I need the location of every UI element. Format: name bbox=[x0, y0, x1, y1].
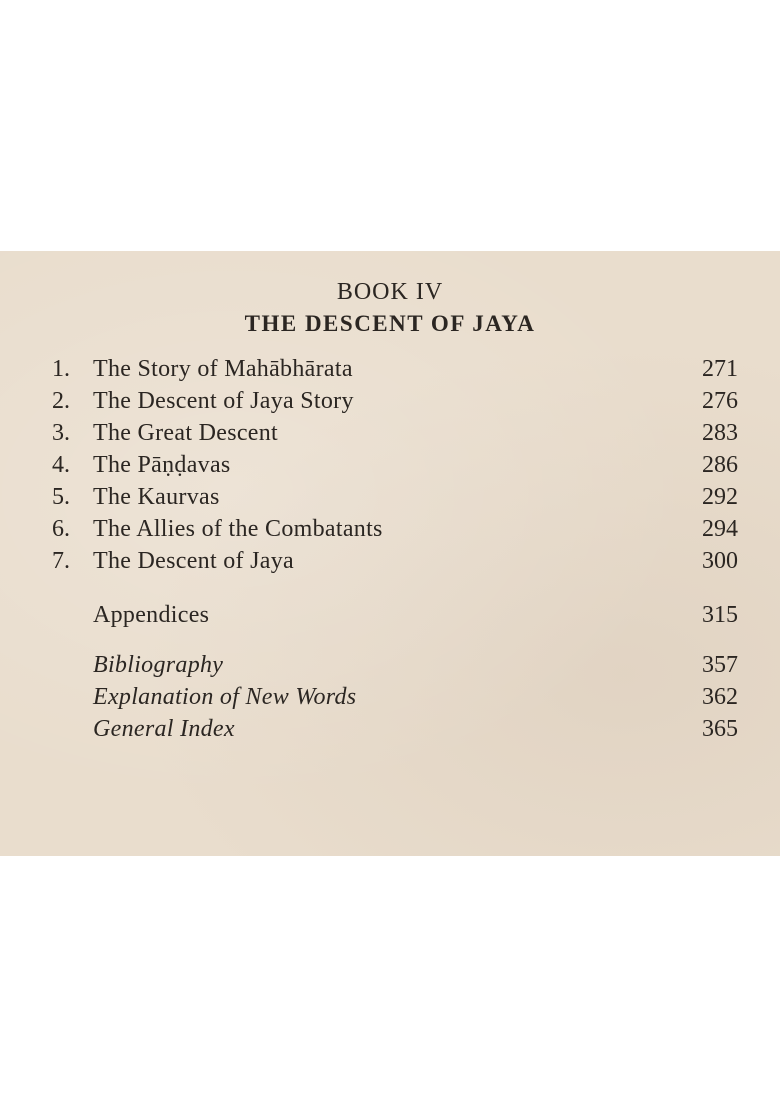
book-title: THE DESCENT OF JAYA bbox=[244, 311, 536, 336]
chapter-title: The Story of Mahābhārata bbox=[93, 356, 353, 382]
toc-row-chapter-4 bbox=[0, 449, 780, 481]
page-number: 300 bbox=[702, 548, 738, 574]
chapter-title: The Descent of Jaya bbox=[93, 548, 294, 574]
book-label: BOOK IV bbox=[336, 279, 444, 305]
chapter-number: 5. bbox=[52, 484, 70, 510]
toc-row-chapter-5 bbox=[0, 481, 780, 513]
page-number: 271 bbox=[702, 356, 738, 382]
chapter-number: 7. bbox=[52, 548, 70, 574]
chapter-number: 4. bbox=[52, 452, 70, 478]
chapter-number: 1. bbox=[52, 356, 70, 382]
chapter-number: 3. bbox=[52, 420, 70, 446]
toc-row-chapter-6 bbox=[0, 513, 780, 545]
back-matter-title: Explanation of New Words bbox=[93, 684, 357, 710]
page-number: 362 bbox=[702, 684, 738, 710]
chapter-title: The Kaurvas bbox=[93, 484, 220, 510]
chapter-title: The Allies of the Combatants bbox=[93, 516, 383, 542]
chapter-title: The Great Descent bbox=[93, 420, 279, 446]
toc-row-chapter-3 bbox=[0, 417, 780, 449]
page-number: 315 bbox=[702, 602, 738, 628]
page-number: 294 bbox=[702, 516, 738, 542]
chapter-title: The Descent of Jaya Story bbox=[93, 388, 354, 414]
chapter-number: 2. bbox=[52, 388, 70, 414]
back-matter-title: General Index bbox=[93, 716, 235, 742]
appendices-title: Appendices bbox=[93, 602, 210, 628]
book-page bbox=[0, 251, 780, 856]
page-number: 276 bbox=[702, 388, 738, 414]
page-number: 286 bbox=[702, 452, 738, 478]
toc-row-explanation-of-new-words bbox=[0, 681, 780, 713]
page-number: 292 bbox=[702, 484, 738, 510]
page-number: 357 bbox=[702, 652, 738, 678]
chapter-number: 6. bbox=[52, 516, 70, 542]
back-matter-title: Bibliography bbox=[93, 652, 224, 678]
toc-row-chapter-2 bbox=[0, 385, 780, 417]
toc-row-appendices bbox=[0, 599, 780, 631]
page-number: 283 bbox=[702, 420, 738, 446]
page-number: 365 bbox=[702, 716, 738, 742]
toc-row-general-index bbox=[0, 713, 780, 745]
toc-row-bibliography bbox=[0, 649, 780, 681]
toc-row-chapter-7 bbox=[0, 545, 780, 577]
chapter-title: The Pāṇḍavas bbox=[93, 452, 231, 478]
toc-row-chapter-1 bbox=[0, 353, 780, 385]
